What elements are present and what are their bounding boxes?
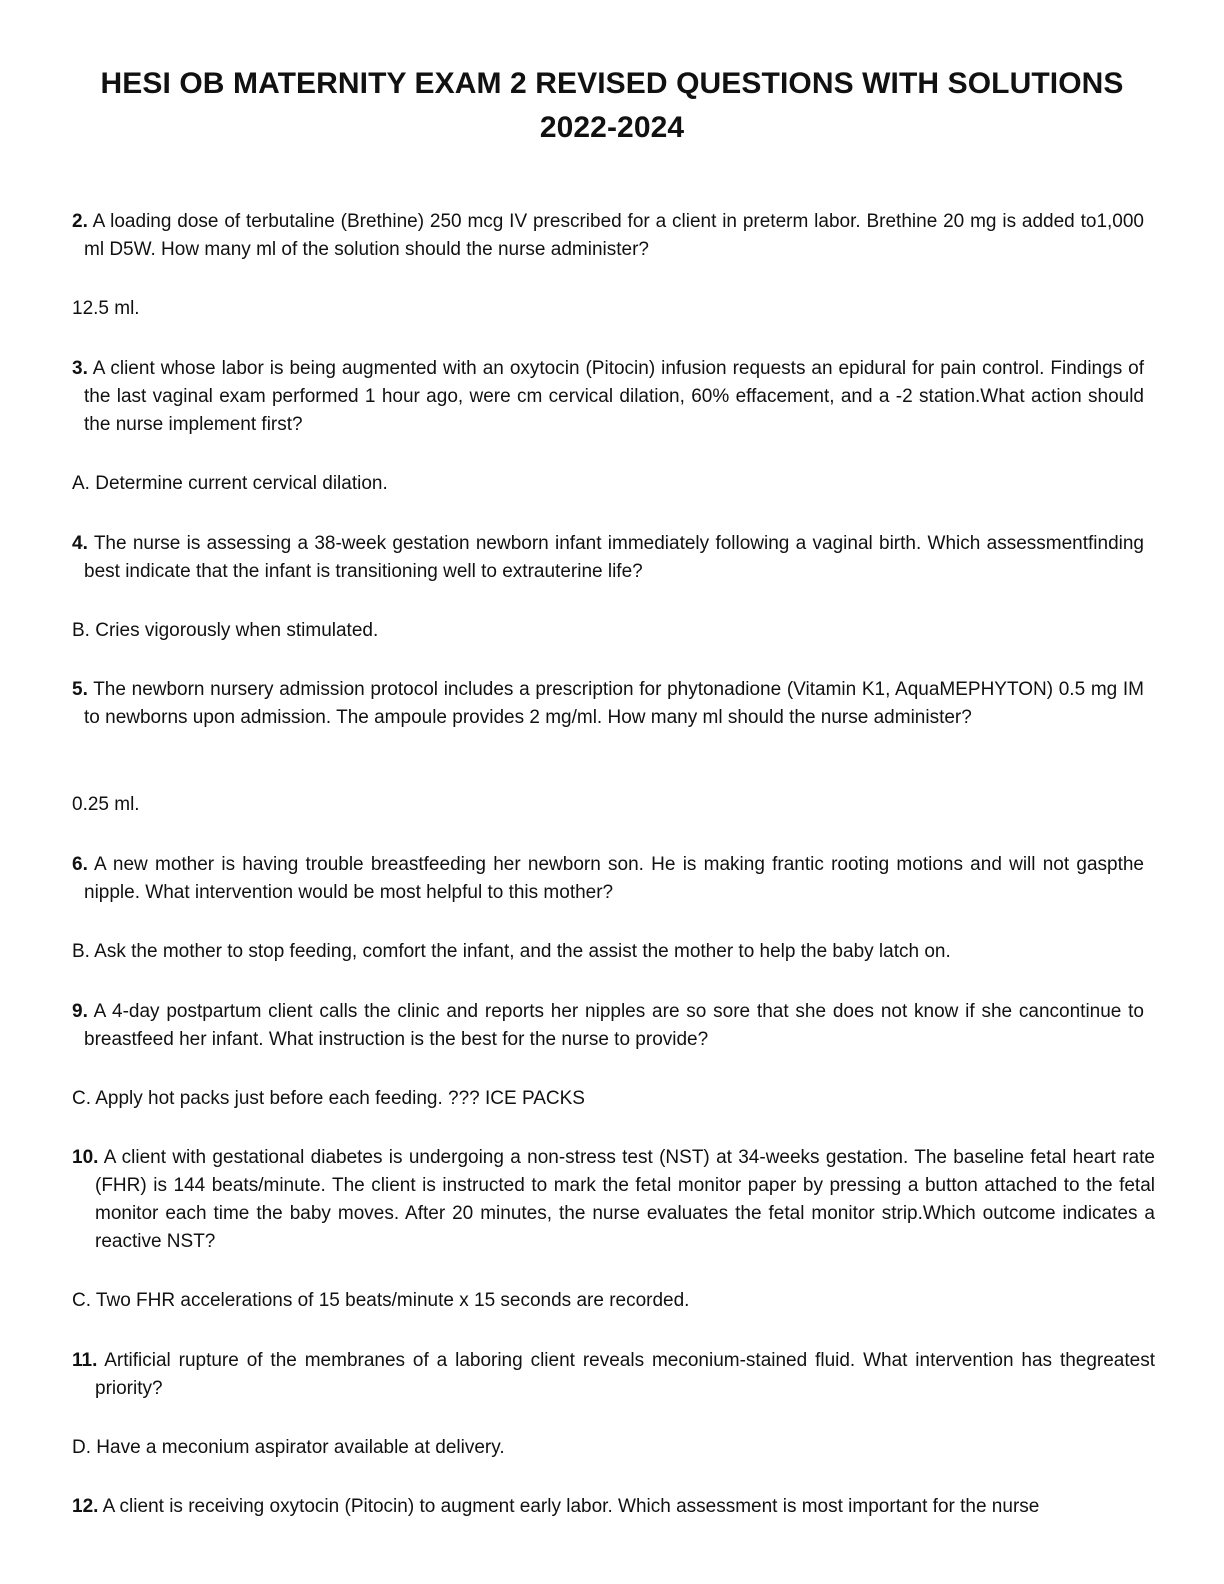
question-10 xyxy=(72,1144,1155,1256)
question-text: A client with gestational diabetes is undergoing a non-stress test (NST) at 34-weeks gestation. The baseline fetal heart rate (FHR) is 144 beats/minute. The client is instructed to mark the fetal monitor paper by pressing a button attached to the fetal monitor each time the baby moves. After 20 minutes, the nurse evaluates the fetal monitor strip.Which outcome indicates a reactive NST? xyxy=(95,1147,1156,1252)
question-number: 12. xyxy=(72,1496,99,1517)
document-title: HESI OB MATERNITY EXAM 2 REVISED QUESTIONS WITH SOLUTIONS 2022-2024 xyxy=(100,67,1124,144)
answer-6: B. Ask the mother to stop feeding, comfort the infant, and the assist the mother to help the baby latch on. xyxy=(72,941,951,962)
answer-4: B. Cries vigorously when stimulated. xyxy=(72,620,379,641)
answer-2: 12.5 ml. xyxy=(72,298,140,319)
question-number: 9. xyxy=(72,1001,88,1022)
question-number: 2. xyxy=(72,211,88,232)
question-9 xyxy=(72,998,1144,1054)
question-text: Artificial rupture of the membranes of a laboring client reveals meconium-stained fluid. What intervention has thegreatest priority? xyxy=(95,1350,1156,1399)
answer-11: D. Have a meconium aspirator available at delivery. xyxy=(72,1437,505,1458)
question-number: 3. xyxy=(72,358,88,379)
question-text: A client is receiving oxytocin (Pitocin) to augment early labor. Which assessment is most important for the nurse xyxy=(102,1496,1040,1517)
question-number: 4. xyxy=(72,533,88,554)
question-number: 5. xyxy=(72,679,88,700)
question-number: 6. xyxy=(72,854,88,875)
question-12 xyxy=(72,1493,1155,1521)
answer-9: C. Apply hot packs just before each feeding. ??? ICE PACKS xyxy=(72,1088,585,1109)
question-text: A new mother is having trouble breastfeeding her newborn son. He is making frantic rooting motions and will not gaspthe nipple. What intervention would be most helpful to this mother? xyxy=(84,854,1144,903)
question-11 xyxy=(72,1347,1155,1403)
question-text: A client whose labor is being augmented with an oxytocin (Pitocin) infusion requests an epidural for pain control. Findings of the last vaginal exam performed 1 hour ago, were cm cervical dilation, 60% effacement, and a -2 station.What action should the nurse implement first? xyxy=(84,358,1144,435)
question-number: 10. xyxy=(72,1147,99,1168)
answer-5: 0.25 ml. xyxy=(72,794,140,815)
question-text: A 4-day postpartum client calls the clinic and reports her nipples are so sore that she does not know if she cancontinue to breastfeed her infant. What instruction is the best for the nurse to provide? xyxy=(84,1001,1144,1050)
answer-3: A. Determine current cervical dilation. xyxy=(72,473,388,494)
question-text: A loading dose of terbutaline (Brethine) 250 mcg IV prescribed for a client in preterm labor. Brethine 20 mg is added to1,000 ml D5W. How many ml of the solution should the nurse administer? xyxy=(84,211,1144,260)
question-text: The newborn nursery admission protocol includes a prescription for phytonadione (Vitamin K1, AquaMEPHYTON) 0.5 mg IM to newborns upon admission. The ampoule provides 2 mg/ml. How many ml should the nurse administer? xyxy=(84,679,1144,728)
question-number: 11. xyxy=(72,1350,98,1371)
question-5 xyxy=(72,676,1144,732)
question-6 xyxy=(72,851,1144,907)
question-4 xyxy=(72,530,1144,586)
question-text: The nurse is assessing a 38-week gestation newborn infant immediately following a vaginal birth. Which assessmentfinding best indicate that the infant is transitioning well to extrauterine life? xyxy=(84,533,1144,582)
question-3 xyxy=(72,355,1144,439)
question-2 xyxy=(72,208,1144,264)
answer-10: C. Two FHR accelerations of 15 beats/minute x 15 seconds are recorded. xyxy=(72,1290,690,1311)
